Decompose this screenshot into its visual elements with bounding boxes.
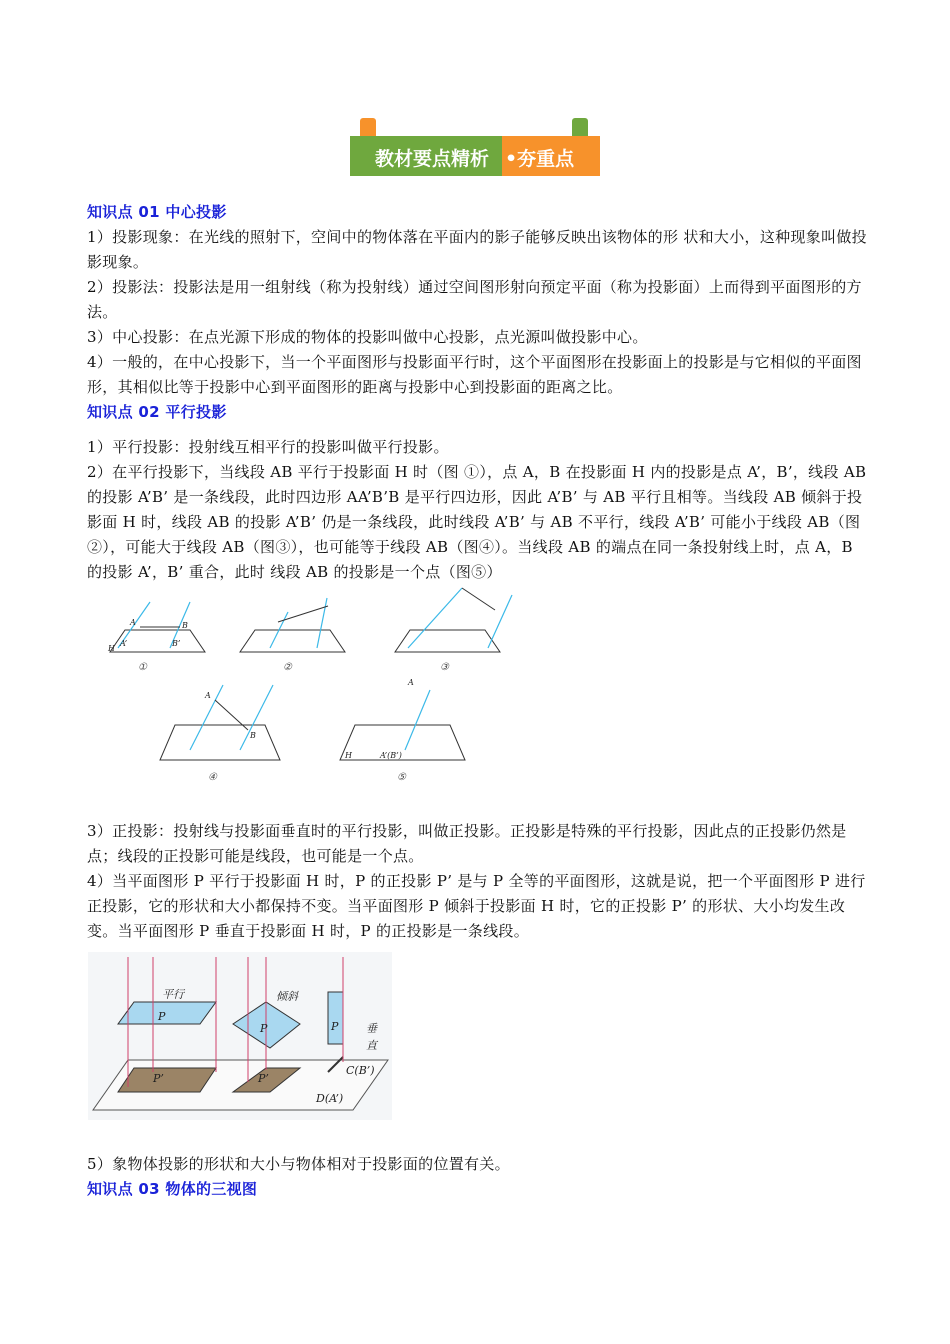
paragraph: 3）正投影：投射线与投影面垂直时的平行投影，叫做正投影。正投影是特殊的平行投影，因此点的正投影仍然是点；线段的正投影可能是线段，也可能是一个点。	[87, 822, 847, 865]
svg-text:P: P	[158, 1010, 166, 1023]
figure-orthographic-projection	[88, 952, 392, 1120]
svg-text:垂: 垂	[366, 1022, 377, 1035]
svg-text:④: ④	[208, 772, 217, 783]
paragraph: 3）中心投影：在点光源下形成的物体的投影叫做中心投影，点光源叫做投影中心。	[87, 328, 648, 346]
svg-text:P’: P’	[153, 1072, 164, 1085]
banner-right: •夯重点	[505, 148, 575, 170]
svg-text:③: ③	[440, 662, 449, 673]
paragraph: 1）平行投影：投射线互相平行的投影叫做平行投影。	[87, 438, 449, 456]
svg-text:平行: 平行	[162, 988, 184, 1001]
paragraph: 2）在平行投影下，当线段 AB 平行于投影面 H 时（图 ①），点 A，B 在投影面 H 内的投影是点 A’，B’，线段 AB 的投影 A’B’ 是一条线段，此时四边形 AA’B’B 是平行四边形，因此 A’B’ 与 AB 平行且相等。当线段 AB 倾斜于投影面 H 时，线段 AB 的投影 A’B’ 仍是一条线段，此时线段 A’B’ 与 AB 不平行，线段 A’B’ 可能小于线段 AB（图②），可能大于线段 AB（图③），也可能等于线段 AB（图④）。当线段 AB 的端点在同一条投射线上时，点 A，B 的投影 A’，B’ 重合，此时 线段 AB 的投影是一个点（图⑤）	[87, 463, 867, 581]
section-banner	[350, 118, 600, 178]
svg-text:P’: P’	[258, 1072, 269, 1085]
svg-text:C(B’): C(B’)	[346, 1064, 375, 1077]
svg-text:①: ①	[138, 662, 147, 673]
svg-text:A: A	[205, 691, 211, 700]
svg-text:A’(B’): A’(B’)	[380, 751, 402, 760]
svg-text:A’: A’	[120, 639, 128, 648]
svg-text:B: B	[182, 621, 188, 630]
heading-parallel-projection: 知识点 02 平行投影	[87, 403, 227, 421]
heading-three-views: 知识点 03 物体的三视图	[87, 1180, 258, 1198]
svg-text:H: H	[108, 644, 115, 653]
svg-text:A: A	[408, 678, 414, 687]
paragraph: 1）投影现象：在光线的照射下，空间中的物体落在平面内的影子能够反映出该物体的形 状和大小，这种现象叫做投影现象。	[87, 228, 867, 271]
figure-parallel-projection-cases	[90, 580, 530, 790]
svg-text:B: B	[250, 731, 256, 740]
svg-text:B’: B’	[172, 639, 181, 648]
svg-text:直: 直	[366, 1039, 377, 1052]
svg-text:②: ②	[283, 662, 292, 673]
paragraph: 2）投影法：投影法是用一组射线（称为投射线）通过空间图形射向预定平面（称为投影面）上而得到平面图形的方法。	[87, 278, 862, 321]
heading-central-projection: 知识点 01 中心投影	[87, 203, 227, 221]
svg-text:⑤: ⑤	[397, 772, 406, 783]
svg-text:P: P	[331, 1020, 339, 1033]
svg-text:A: A	[130, 618, 136, 627]
paragraph: 5）象物体投影的形状和大小与物体相对于投影面的位置有关。	[87, 1155, 510, 1173]
svg-text:倾斜: 倾斜	[276, 990, 298, 1003]
svg-text:D(A’): D(A’)	[316, 1092, 344, 1105]
svg-text:H: H	[345, 751, 352, 760]
paragraph: 4）一般的，在中心投影下，当一个平面图形与投影面平行时，这个平面图形在投影面上的投影是与它相似的平面图形，其相似比等于投影中心到平面图形的距离与投影中心到投影面的距离之比。	[87, 353, 862, 396]
paragraph: 4）当平面图形 P 平行于投影面 H 时，P 的正投影 P’ 是与 P 全等的平面图形，这就是说，把一个平面图形 P 进行正投影，它的形状和大小都保持不变。当平面图形 P 倾斜于投影面 H 时，它的正投影 P’ 的形状、大小均发生改变。当平面图形 P 垂直于投影面 H 时，P 的正投影是一条线段。	[87, 872, 866, 940]
svg-text:P: P	[260, 1022, 268, 1035]
banner-left: 教材要点精析	[375, 148, 490, 170]
